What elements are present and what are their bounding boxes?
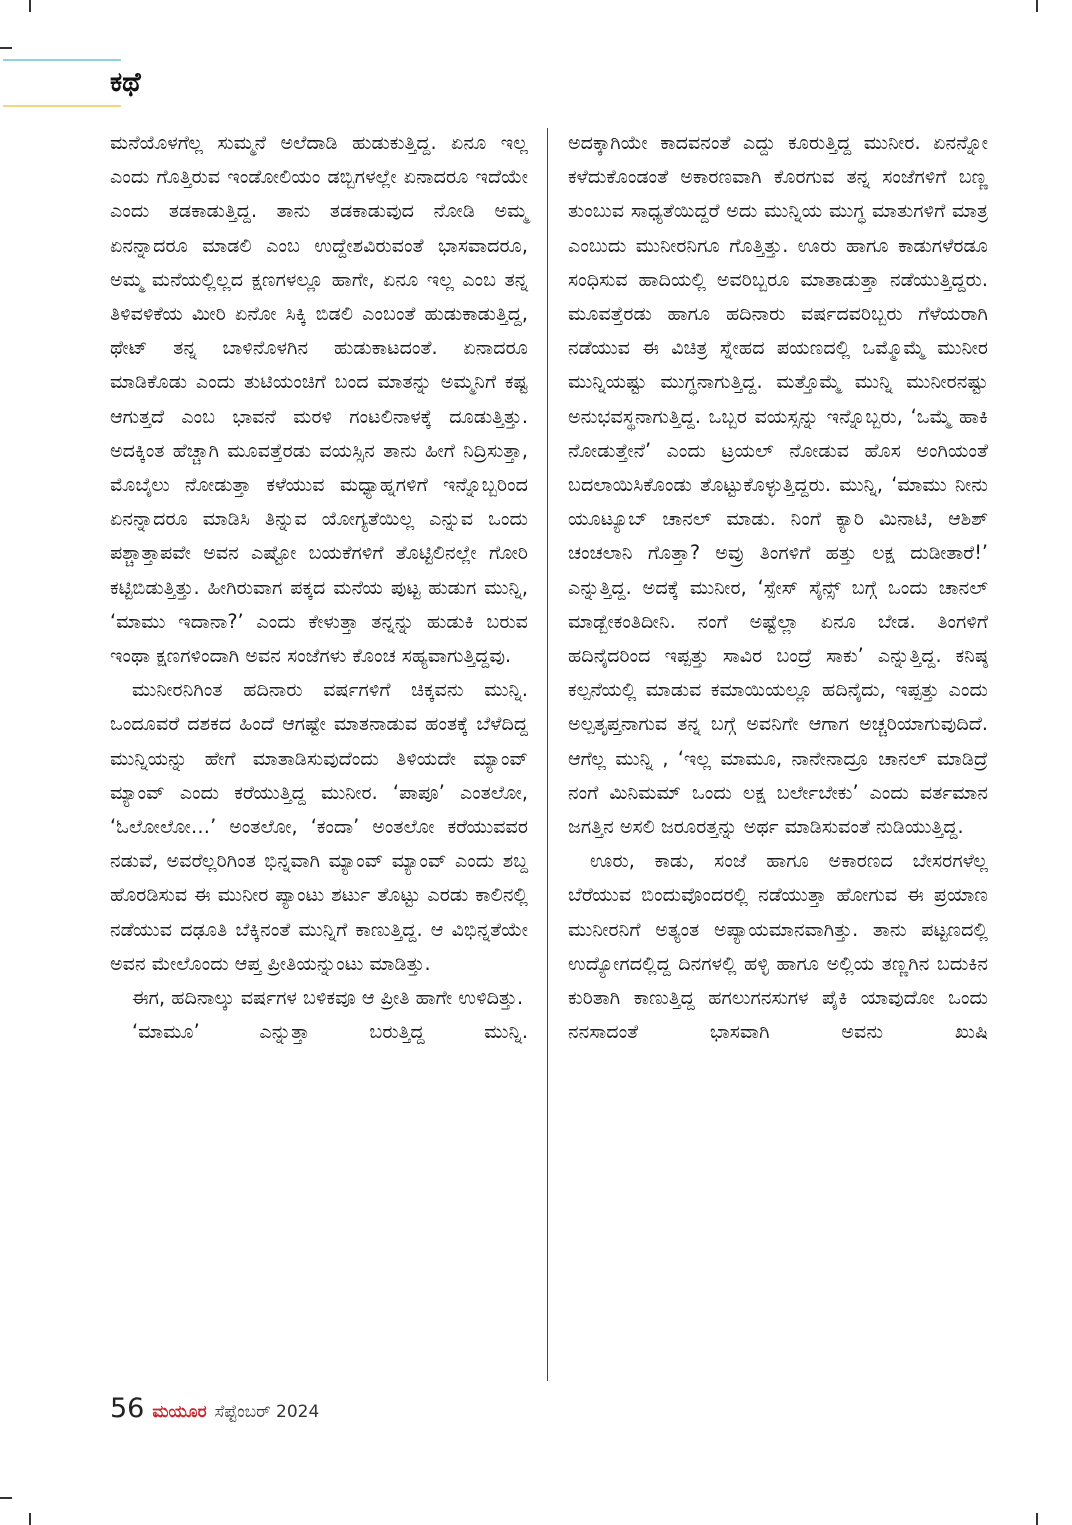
crop-mark: [1036, 1513, 1038, 1525]
section-title: ಕಥೆ: [110, 67, 141, 98]
paragraph: ಮನೆಯೊಳಗೆಲ್ಲ ಸುಮ್ಮನೆ ಅಲೆದಾಡಿ ಹುಡುಕುತ್ತಿದ್ದ. ಏನೂ ಇಲ್ಲ ಎಂದು ಗೊತ್ತಿರುವ ಇಂಡೋಲಿಯಂ ಡಬ್ಬಿಗಳಲ್ಲೇ ಏನಾದರೂ ಇದೆಯೇ ಎಂದು ತಡಕಾಡುತ್ತಿದ್ದ. ತಾನು ತಡಕಾಡುವುದ ನೋಡಿ ಅಮ್ಮ ಏನನ್ನಾದರೂ ಮಾಡಲಿ ಎಂಬ ಉದ್ದೇಶವಿರುವಂತೆ ಭಾಸವಾದರೂ, ಅಮ್ಮ ಮನೆಯಲ್ಲಿಲ್ಲದ ಕ್ಷಣಗಳಲ್ಲೂ ಹಾಗೇ, ಏನೂ ಇಲ್ಲ ಎಂಬ ತನ್ನ ತಿಳಿವಳಿಕೆಯ ಮೀರಿ ಏನೋ ಸಿಕ್ಕಿ ಬಿಡಲಿ ಎಂಬಂತೆ ಹುಡುಕಾಡುತ್ತಿದ್ದ, ಥೇಟ್ ತನ್ನ ಬಾಳಿನೊಳಗಿನ ಹುಡುಕಾಟದಂತೆ. ಏನಾದರೂ ಮಾಡಿಕೊಡು ಎಂದು ತುಟಿಯಂಚಿಗೆ ಬಂದ ಮಾತನ್ನು ಅಮ್ಮನಿಗೆ ಕಷ್ಟ ಆಗುತ್ತದೆ ಎಂಬ ಭಾವನೆ ಮರಳಿ ಗಂಟಲಿನಾಳಕ್ಕೆ ದೂಡುತ್ತಿತ್ತು. ಅದಕ್ಕಿಂತ ಹೆಚ್ಚಾಗಿ ಮೂವತ್ತೆರಡು ವಯಸ್ಸಿನ ತಾನು ಹೀಗೆ ನಿದ್ರಿಸುತ್ತಾ, ಮೊಬೈಲು ನೋಡುತ್ತಾ ಕಳೆಯುವ ಮಧ್ಯಾಹ್ನಗಳಿಗೆ ಇನ್ನೊಬ್ಬರಿಂದ ಏನನ್ನಾದರೂ ಮಾಡಿಸಿ ತಿನ್ನುವ ಯೋಗ್ಯತೆಯಿಲ್ಲ ಎನ್ನುವ ಒಂದು ಪಶ್ಚಾತ್ತಾಪವೇ ಅವನ ಎಷ್ಟೋ ಬಯಕೆಗಳಿಗೆ ತೊಟ್ಟಿಲಿನಲ್ಲೇ ಗೋರಿ ಕಟ್ಟಿಬಿಡುತ್ತಿತ್ತು. ಹೀಗಿರುವಾಗ ಪಕ್ಕದ ಮನೆಯ ಪುಟ್ಟ ಹುಡುಗ ಮುನ್ನಿ, ‘ಮಾಮು ಇದಾನಾ?’ ಎಂದು ಕೇಳುತ್ತಾ ತನ್ನನ್ನು ಹುಡುಕಿ ಬರುವ ಇಂಥಾ ಕ್ಷಣಗಳಿಂದಾಗಿ ಅವನ ಸಂಜೆಗಳು ಕೊಂಚ ಸಹ್ಯವಾಗುತ್ತಿದ್ದವು.: [110, 131, 528, 668]
crop-mark: [1036, 0, 1038, 12]
header-rule-top: [3, 59, 121, 61]
crop-mark: [29, 1513, 31, 1525]
crop-mark: [0, 1497, 12, 1499]
article-column-left: [110, 126, 528, 1049]
article-column-right: [568, 126, 988, 1049]
paragraph-continued: ಊರು, ಕಾಡು, ಸಂಜೆ ಹಾಗೂ ಅಕಾರಣದ ಬೇಸರಗಳೆಲ್ಲ ಬೆರೆಯುವ ಬಿಂದುವೊಂದರಲ್ಲಿ ನಡೆಯುತ್ತಾ ಹೋಗುವ ಈ ಪ್ರಯಾಣ ಮುನೀರನಿಗೆ ಅತ್ಯಂತ ಅಪ್ಯಾಯಮಾನವಾಗಿತ್ತು. ತಾನು ಪಟ್ಟಣದಲ್ಲಿ ಉದ್ಯೋಗದಲ್ಲಿದ್ದ ದಿನಗಳಲ್ಲಿ ಹಳ್ಳಿ ಹಾಗೂ ಅಲ್ಲಿಯ ತಣ್ಣಗಿನ ಬದುಕಿನ ಕುರಿತಾಗಿ ಕಾಣುತ್ತಿದ್ದ ಹಗಲುಗನಸುಗಳ ಪೈಕಿ ಯಾವುದೋ ಒಂದು ನನಸಾದಂತೆ ಭಾಸವಾಗಿ ಅವನು ಖುಷಿ: [568, 849, 988, 1044]
page-footer: [110, 1393, 319, 1427]
column-divider: [547, 128, 548, 1381]
page-number: 56: [110, 1393, 145, 1424]
header-rule-bottom: [3, 105, 121, 107]
paragraph: ಈಗ, ಹದಿನಾಲ್ಕು ವರ್ಷಗಳ ಬಳಿಕವೂ ಆ ಪ್ರೀತಿ ಹಾಗೇ ಉಳಿದಿತ್ತು.: [132, 986, 524, 1010]
crop-mark: [0, 47, 12, 49]
crop-mark: [29, 0, 31, 12]
paragraph: ಅದಕ್ಕಾಗಿಯೇ ಕಾದವನಂತೆ ಎದ್ದು ಕೂರುತ್ತಿದ್ದ ಮುನೀರ. ಏನನ್ನೋ ಕಳೆದುಕೊಂಡಂತೆ ಅಕಾರಣವಾಗಿ ಕೊರಗುವ ತನ್ನ ಸಂಜೆಗಳಿಗೆ ಬಣ್ಣ ತುಂಬುವ ಸಾಧ್ಯತೆಯಿದ್ದರೆ ಅದು ಮುನ್ನಿಯ ಮುಗ್ಧ ಮಾತುಗಳಿಗೆ ಮಾತ್ರ ಎಂಬುದು ಮುನೀರನಿಗೂ ಗೊತ್ತಿತ್ತು. ಊರು ಹಾಗೂ ಕಾಡುಗಳೆರಡೂ ಸಂಧಿಸುವ ಹಾದಿಯಲ್ಲಿ ಅವರಿಬ್ಬರೂ ಮಾತಾಡುತ್ತಾ ನಡೆಯುತ್ತಿದ್ದರು. ಮೂವತ್ತೆರಡು ಹಾಗೂ ಹದಿನಾರು ವರ್ಷದವರಿಬ್ಬರು ಗೆಳೆಯರಾಗಿ ನಡೆಯುವ ಈ ವಿಚಿತ್ರ ಸ್ನೇಹದ ಪಯಣದಲ್ಲಿ ಒಮ್ಮೊಮ್ಮೆ ಮುನೀರ ಮುನ್ನಿಯಷ್ಟು ಮುಗ್ಧನಾಗುತ್ತಿದ್ದ. ಮತ್ತೊಮ್ಮೆ ಮುನ್ನಿ ಮುನೀರನಷ್ಟು ಅನುಭವಸ್ಥನಾಗುತ್ತಿದ್ದ. ಒಬ್ಬರ ವಯಸ್ಸನ್ನು ಇನ್ನೊಬ್ಬರು, ‘ಒಮ್ಮೆ ಹಾಕಿ ನೋಡುತ್ತೇನೆ’ ಎಂದು ಟ್ರಯಲ್ ನೋಡುವ ಹೊಸ ಅಂಗಿಯಂತೆ ಬದಲಾಯಿಸಿಕೊಂಡು ತೊಟ್ಟುಕೊಳ್ಳುತ್ತಿದ್ದರು. ಮುನ್ನಿ, ‘ಮಾಮು ನೀನು ಯೂಟ್ಯೂಬ್ ಚಾನಲ್ ಮಾಡು. ನಿಂಗೆ ಕ್ಯಾರಿ ಮಿನಾಟಿ, ಆಶಿಶ್ ಚಂಚಲಾನಿ ಗೊತ್ತಾ? ಅವ್ರು ತಿಂಗಳಿಗೆ ಹತ್ತು ಲಕ್ಷ ದುಡೀತಾರೆ!’ ಎನ್ನುತ್ತಿದ್ದ. ಅದಕ್ಕೆ ಮುನೀರ, ‘ಸ್ಪೇಸ್ ಸೈನ್ಸ್ ಬಗ್ಗೆ ಒಂದು ಚಾನಲ್ ಮಾಡ್ಬೇಕಂತಿದೀನಿ. ನಂಗೆ ಅಷ್ಟೆಲ್ಲಾ ಏನೂ ಬೇಡ. ತಿಂಗಳಿಗೆ ಹದಿನೈದರಿಂದ ಇಪ್ಪತ್ತು ಸಾವಿರ ಬಂದ್ರೆ ಸಾಕು’ ಎನ್ನುತ್ತಿದ್ದ. ಕನಿಷ್ಠ ಕಲ್ಪನೆಯಲ್ಲಿ ಮಾಡುವ ಕಮಾಯಿಯಲ್ಲೂ ಹದಿನೈದು, ಇಪ್ಪತ್ತು ಎಂದು ಅಲ್ಪತೃಪ್ತನಾಗುವ ತನ್ನ ಬಗ್ಗೆ ಅವನಿಗೇ ಆಗಾಗ ಅಚ್ಚರಿಯಾಗುವುದಿದೆ. ಆಗೆಲ್ಲ ಮುನ್ನಿ , ‘ಇಲ್ಲ ಮಾಮೂ, ನಾನೇನಾದ್ರೂ ಚಾನಲ್ ಮಾಡಿದ್ರೆ ನಂಗೆ ಮಿನಿಮಮ್ ಒಂದು ಲಕ್ಷ ಬರ್ಲೇಬೇಕು’ ಎಂದು ವರ್ತಮಾನ ಜಗತ್ತಿನ ಅಸಲಿ ಜರೂರತ್ತನ್ನು ಅರ್ಥ ಮಾಡಿಸುವಂತೆ ನುಡಿಯುತ್ತಿದ್ದ.: [568, 131, 988, 839]
issue-date: ಸೆಪ್ಟೆಂಬರ್ 2024: [214, 1402, 320, 1422]
paragraph-continued: ‘ಮಾಮೂ’ ಎನ್ನುತ್ತಾ ಬರುತ್ತಿದ್ದ ಮುನ್ನಿ.: [132, 1020, 528, 1044]
magazine-logo: ಮಯೂರ: [152, 1402, 207, 1422]
paragraph: ಮುನೀರನಿಗಿಂತ ಹದಿನಾರು ವರ್ಷಗಳಿಗೆ ಚಿಕ್ಕವನು ಮುನ್ನಿ. ಒಂದೂವರೆ ದಶಕದ ಹಿಂದೆ ಆಗಷ್ಟೇ ಮಾತನಾಡುವ ಹಂತಕ್ಕೆ ಬೆಳೆದಿದ್ದ ಮುನ್ನಿಯನ್ನು ಹೇಗೆ ಮಾತಾಡಿಸುವುದೆಂದು ತಿಳಿಯದೇ ಮ್ಯಾಂವ್ ಮ್ಯಾಂವ್ ಎಂದು ಕರೆಯುತ್ತಿದ್ದ ಮುನೀರ. ‘ಪಾಪೂ’ ಎಂತಲೋ, ‘ಓಲೋಲೋ…’ ಅಂತಲೋ, ‘ಕಂದಾ’ ಅಂತಲೋ ಕರೆಯುವವರ ನಡುವೆ, ಅವರೆಲ್ಲರಿಗಿಂತ ಭಿನ್ನವಾಗಿ ಮ್ಯಾಂವ್ ಮ್ಯಾಂವ್ ಎಂದು ಶಬ್ದ ಹೊರಡಿಸುವ ಈ ಮುನೀರ ಪ್ಯಾಂಟು ಶರ್ಟು ತೊಟ್ಟು ಎರಡು ಕಾಲಿನಲ್ಲಿ ನಡೆಯುವ ದಢೂತಿ ಬೆಕ್ಕಿನಂತೆ ಮುನ್ನಿಗೆ ಕಾಣುತ್ತಿದ್ದ. ಆ ವಿಭಿನ್ನತೆಯೇ ಅವನ ಮೇಲೊಂದು ಆಪ್ತ ಪ್ರೀತಿಯನ್ನುಂಟು ಮಾಡಿತ್ತು.: [110, 678, 528, 975]
